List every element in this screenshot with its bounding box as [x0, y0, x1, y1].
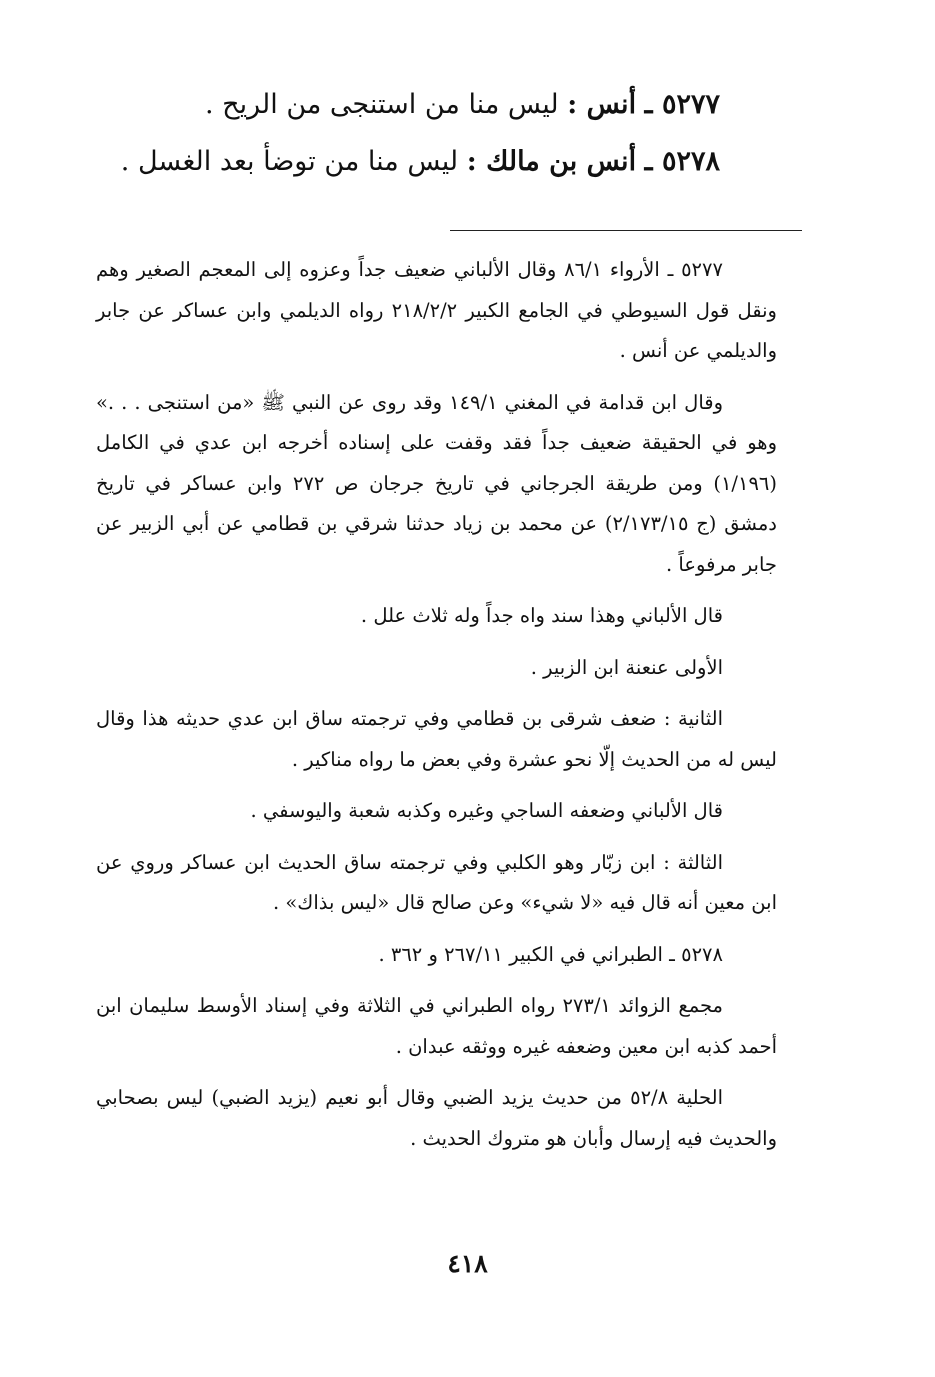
footnote-paragraph: ٥٢٧٧ ـ الأرواء ٨٦/١ وقال الألباني ضعيف جداً وعزوه إلى المعجم الصغير وهم ونقل قول السيوطي في الجامع الكبير ٢١٨/٢/٢ رواه الديلمي وابن عساكر عن جابر والديلمي عن أنس .	[96, 258, 777, 362]
footnote-paragraph: الثانية : ضعف شرقى بن قطامي وفي ترجمته ساق ابن عدي حديثه هذا وقال ليس له من الحديث إلّا نحو عشرة وفي بعض ما رواه مناكير .	[96, 707, 777, 771]
footnote-paragraph: الأولى عنعنة ابن الزبير .	[530, 655, 723, 679]
hadith-number: ٥٢٧٧ ـ	[644, 89, 720, 120]
footnote-paragraph: ٥٢٧٨ ـ الطبراني في الكبير ٢٦٧/١١ و ٣٦٢ .	[378, 942, 723, 966]
footnote-paragraph: قال الألباني وهذا سند واه جداً وله ثلاث علل .	[360, 604, 723, 627]
footnote-paragraph: الثالثة : ابن زبّار وهو الكلبي وفي ترجمته ساق الحديث ابن عساكر وروي عن ابن معين أنه قال فيه «لا شيء» وعن صالح قال «ليس بذاك» .	[96, 850, 777, 914]
footnote-separator	[450, 230, 802, 231]
footnote-paragraph: قال الألباني وضعفه الساجي وغيره وكذبه شعبة واليوسفي .	[250, 799, 723, 822]
hadith-narrator: أنس بن مالك :	[466, 146, 637, 177]
hadith-entry	[121, 145, 720, 179]
hadith-number: ٥٢٧٨ ـ	[644, 146, 720, 177]
hadith-text: ليس منا من توضأ بعد الغسل .	[120, 146, 459, 177]
hadith-entry	[205, 88, 720, 122]
footnote-paragraph: الحلية ٥٢/٨ من حديث يزيد الضبي وقال أبو نعيم (يزيد الضبي) ليس بصحابي والحديث فيه إرسال وأبان هو متروك الحديث .	[96, 1086, 777, 1150]
page-number: ٤١٨	[447, 1249, 488, 1278]
hadith-text: ليس منا من استنجى من الريح .	[205, 89, 559, 120]
footnote-paragraph: مجمع الزوائد ٢٧٣/١ رواه الطبراني في الثلاثة وفي إسناد الأوسط سليمان ابن أحمد كذبه ابن معين وضعفه غيره ووثقه عبدان .	[96, 994, 777, 1058]
footnotes	[96, 250, 777, 1170]
hadith-narrator: أنس :	[567, 89, 637, 120]
footnote-paragraph: وقال ابن قدامة في المغني ١٤٩/١ وقد روى عن النبي ﷺ «من استنجى . . .» وهو في الحقيقة ضعيف جداً فقد وقفت على إسناده أخرجه ابن عدي في الكامل (١/١٩٦) ومن طريقة الجرجاني في تاريخ جرجان ص ٢٧٢ وابن عساكر في تاريخ دمشق (ج ٢/١٧٣/١٥) عن محمد بن زياد حدثنا شرقي بن قطامي عن أبي الزبير عن جابر مرفوعاً .	[96, 390, 778, 576]
